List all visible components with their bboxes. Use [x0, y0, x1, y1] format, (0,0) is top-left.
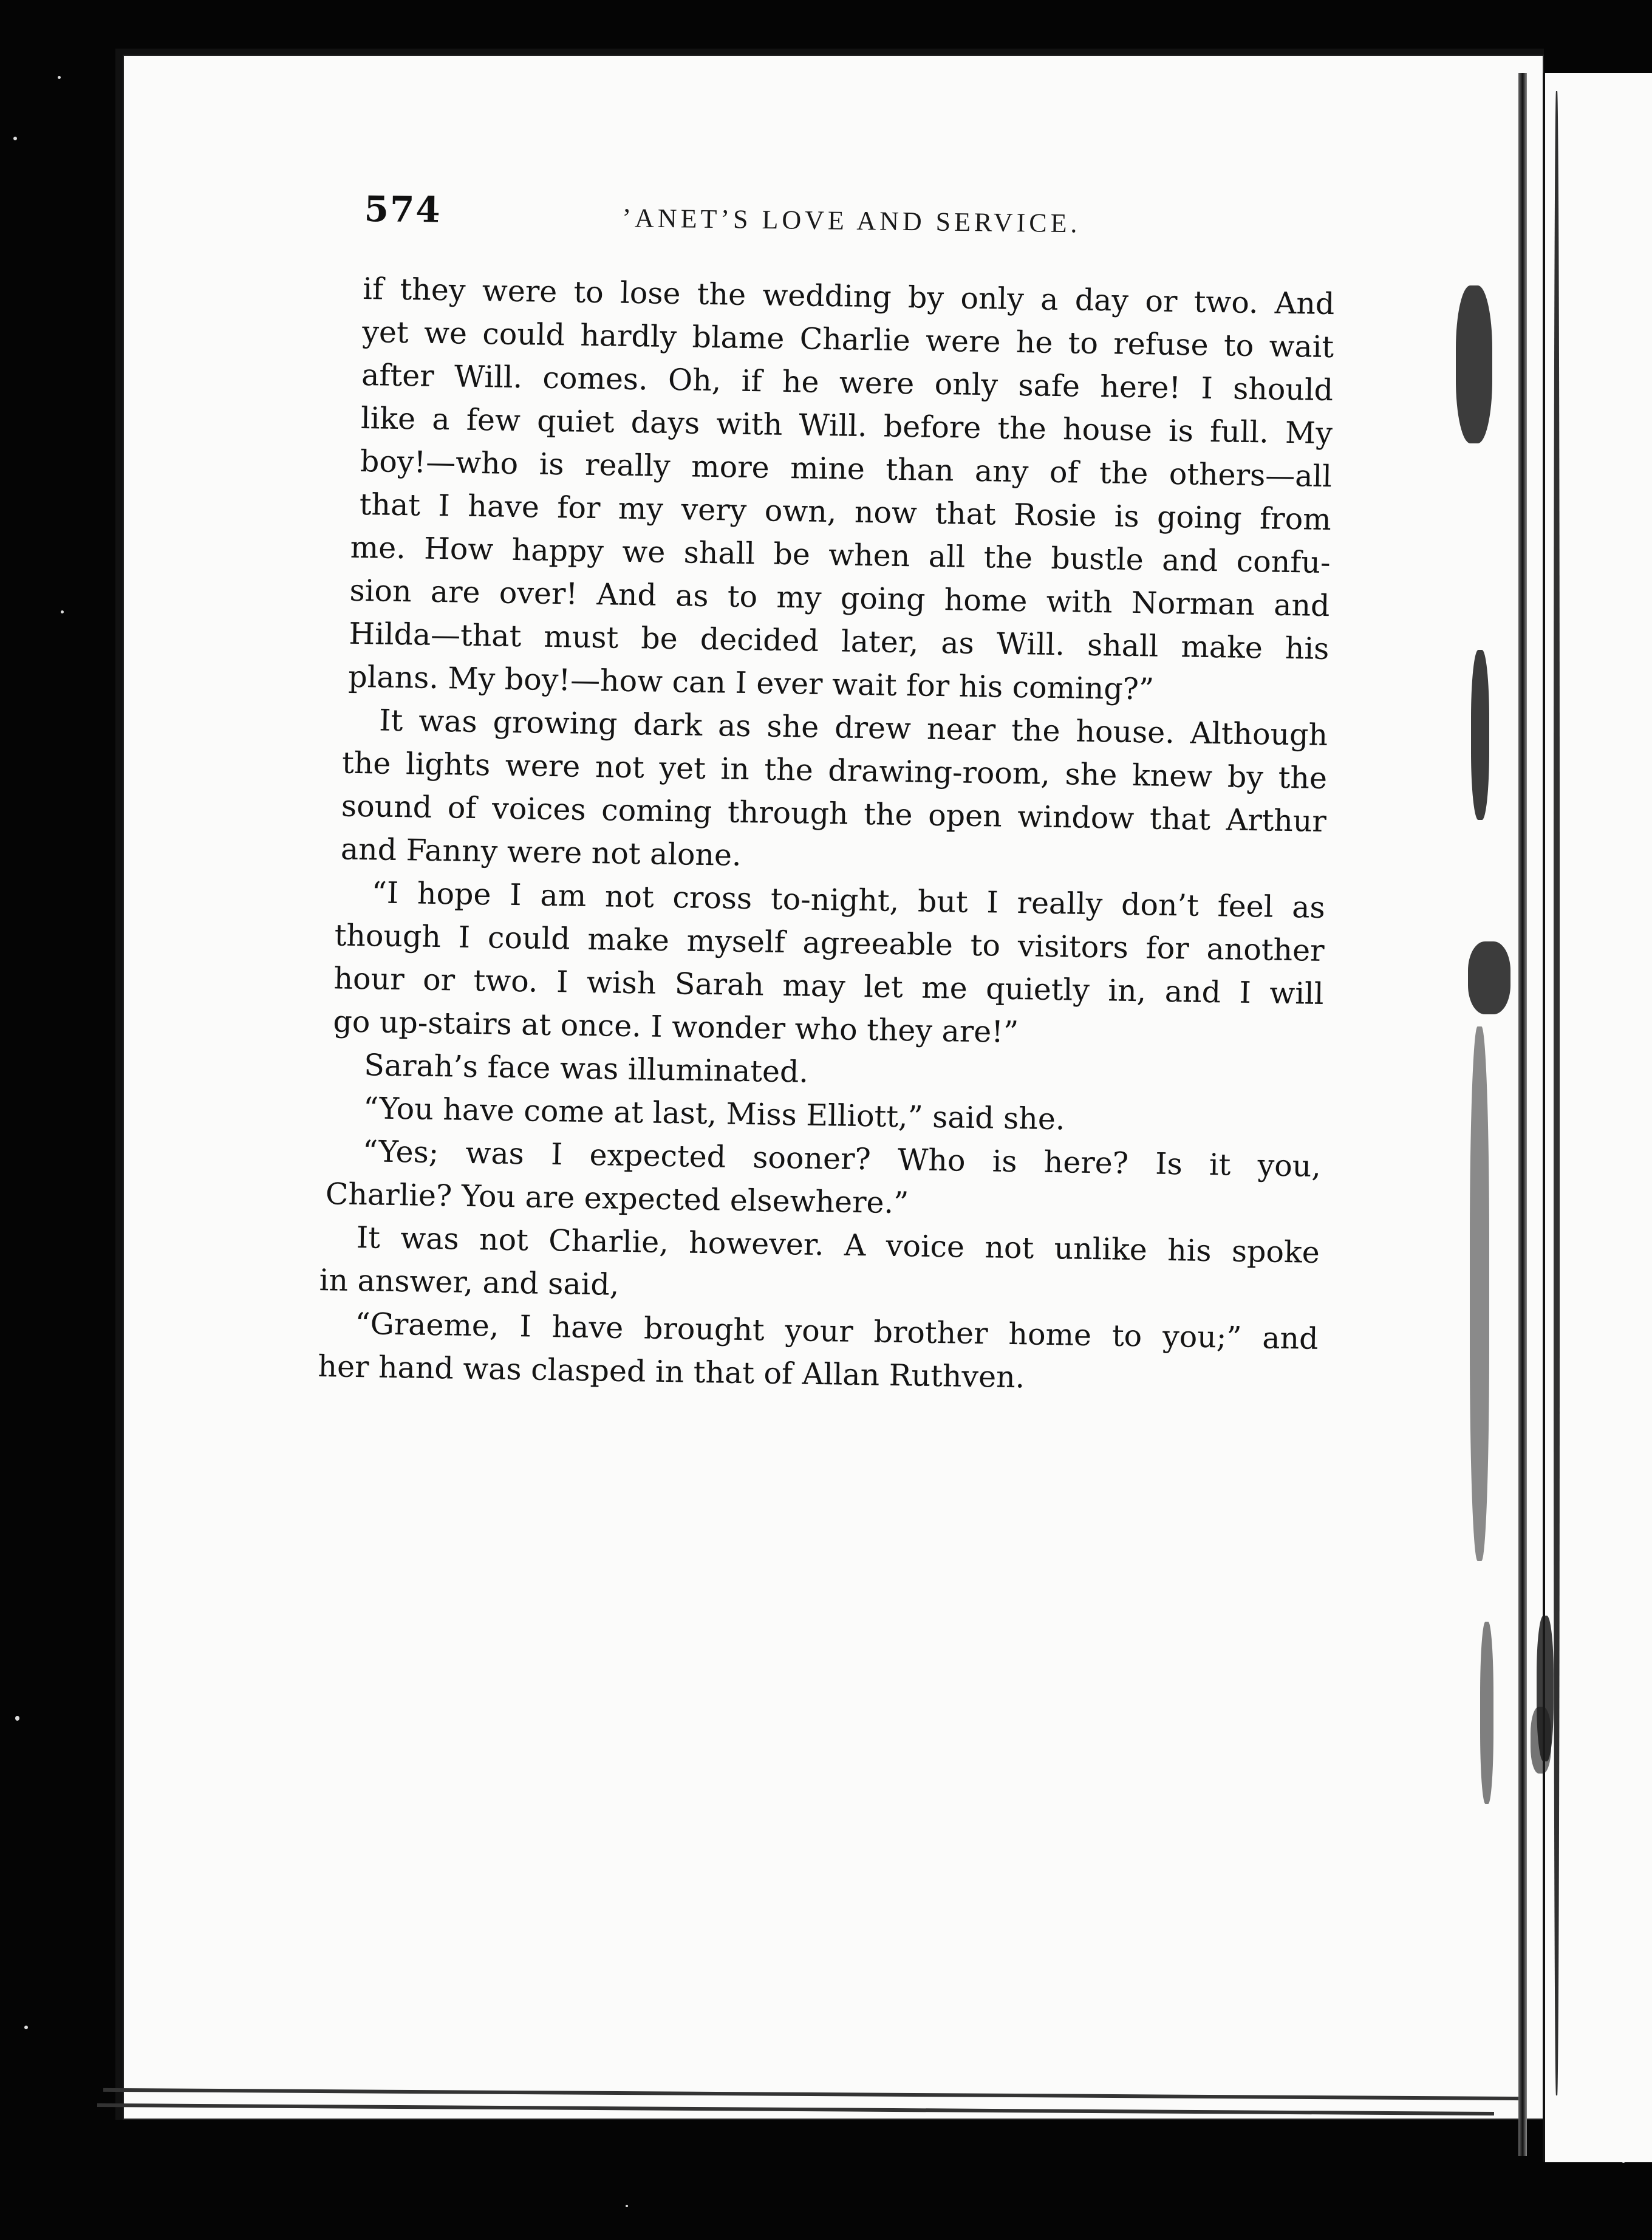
facing-page-edge: [1543, 73, 1652, 2162]
ink-stain: [1554, 91, 1560, 2095]
text-line: “Graeme, I have brought your brother home to you;” and: [355, 1306, 1319, 1356]
text-line: yet we could hardly blame Charlie were he to refuse to wait: [361, 314, 1334, 365]
ink-stain: [1480, 1622, 1493, 1804]
running-title: ’ANET’S LOVE AND SERVICE.: [622, 203, 1081, 239]
text-line: Charlie? You are expected elsewhere.”: [325, 1176, 909, 1221]
text-line: me. How happy we shall be when all the bustle and confu-: [350, 530, 1331, 581]
dust-speck: [61, 610, 64, 613]
text-line: Hilda—that must be decided later, as Will. shall make his: [349, 616, 1329, 667]
text-line: boy!—who is really more mine than any of the others—all: [360, 443, 1333, 494]
text-line: It was growing dark as she drew near the house. Although: [378, 703, 1328, 753]
text-line: hour or two. I wish Sarah may let me quietly in, and I will: [333, 961, 1324, 1011]
text-line: plans. My boy!—how can I ever wait for his coming?”: [347, 659, 1155, 707]
text-line: the lights were not yet in the drawing-room, she knew by the: [341, 745, 1328, 796]
ink-stain: [1456, 285, 1492, 443]
book-gutter: [1518, 73, 1527, 2156]
text-line: that I have for my very own, now that Rosie is going from: [359, 487, 1332, 538]
body-text: [318, 267, 1335, 1404]
text-line: “I hope I am not cross to-night, but I really don’t feel as: [371, 875, 1326, 926]
dust-speck: [24, 2026, 28, 2029]
ink-stain: [1471, 650, 1489, 820]
text-line: in answer, and said,: [319, 1263, 620, 1302]
text-line: and Fanny were not alone.: [340, 831, 742, 873]
text-line: go up-stairs at once. I wonder who they are!”: [333, 1004, 1019, 1050]
text-line: sion are over! And as to my going home with Norman and: [349, 573, 1330, 624]
text-line: “Yes; was I expected sooner? Who is here? Is it you,: [362, 1134, 1322, 1184]
text-line: It was not Charlie, however. A voice not unlike his spoke: [356, 1220, 1320, 1270]
text-line: her hand was clasped in that of Allan Ruthven.: [318, 1349, 1025, 1395]
ink-stain: [1468, 941, 1510, 1014]
text-line: sound of voices coming through the open window that Arthur: [341, 788, 1327, 839]
dust-speck: [13, 137, 17, 140]
text-line: “You have come at last, Miss Elliott,” said she.: [363, 1091, 1065, 1137]
text-line: like a few quiet days with Will. before the house is full. My: [360, 400, 1333, 451]
ink-stain: [1531, 1707, 1551, 1774]
page-number: 574: [364, 188, 442, 231]
text-line: after Will. comes. Oh, if he were only safe here! I should: [361, 357, 1334, 408]
dust-speck: [15, 1716, 19, 1721]
ink-stain: [1470, 1026, 1489, 1561]
text-line: if they were to lose the wedding by only a day or two. And: [362, 271, 1335, 322]
text-line: Sarah’s face was illuminated.: [363, 1048, 809, 1090]
text-line: though I could make myself agreeable to visitors for another: [334, 918, 1325, 968]
dust-speck: [58, 76, 61, 79]
dust-speck: [626, 2205, 628, 2207]
